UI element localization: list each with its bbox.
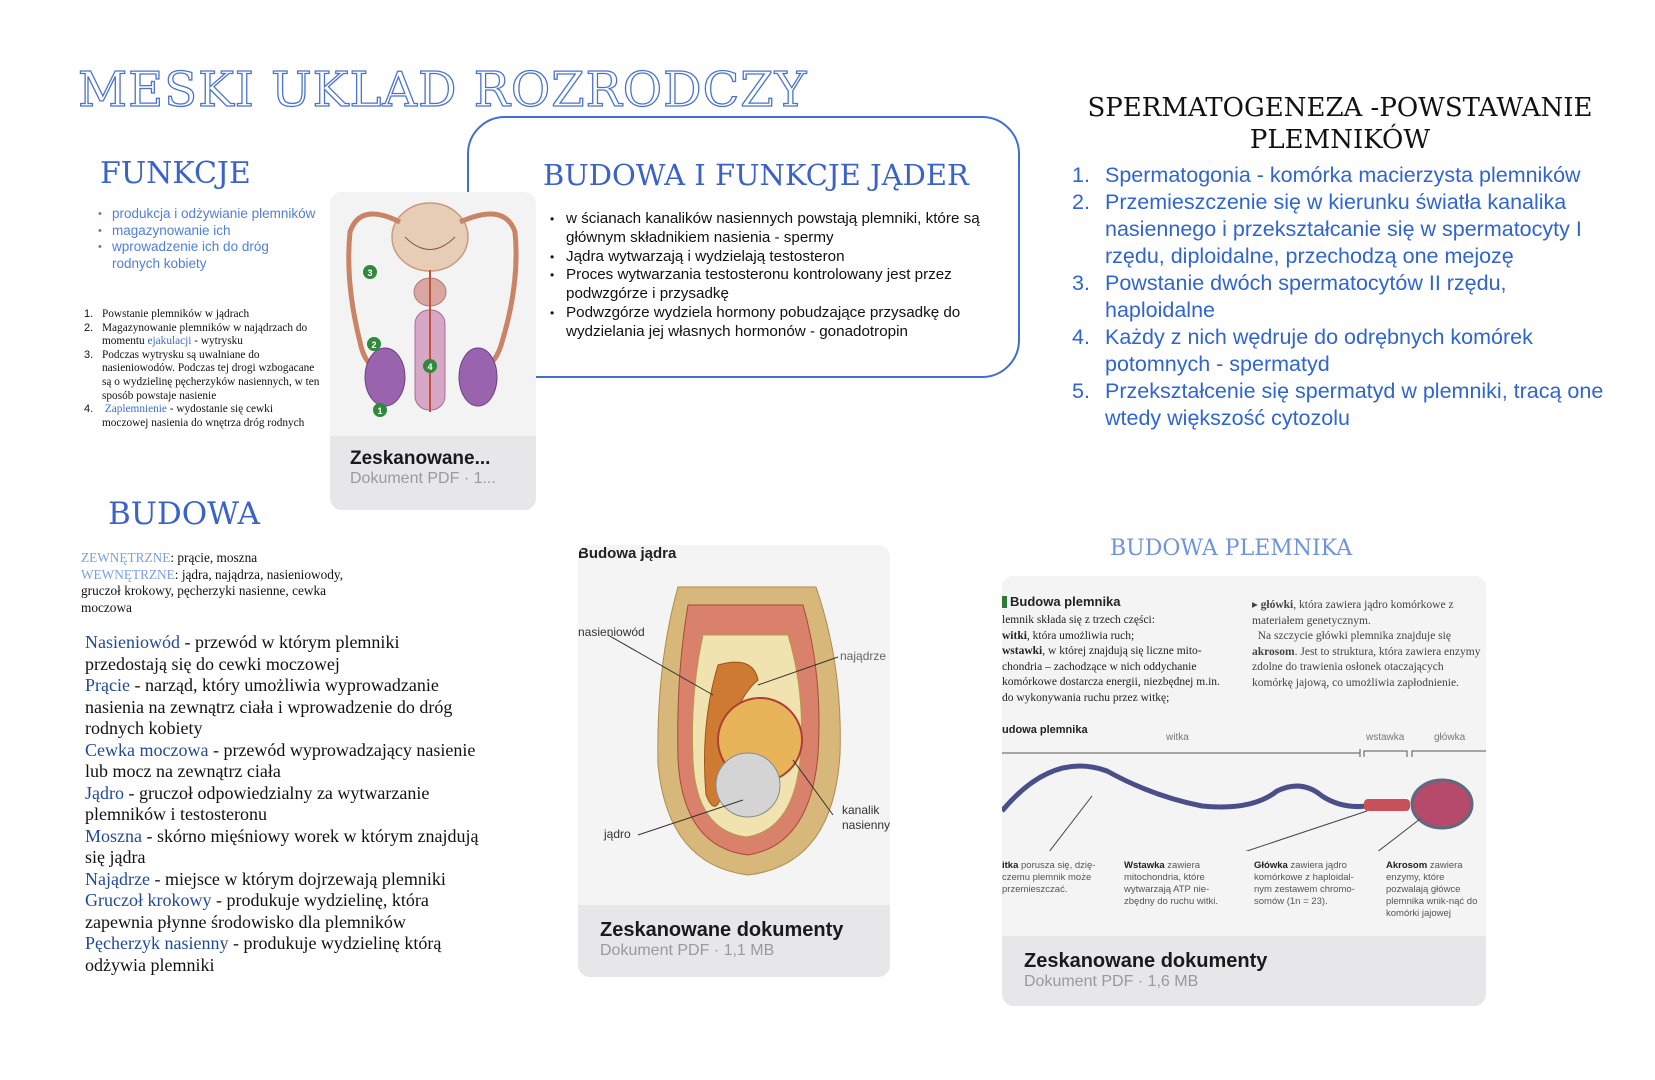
jadra-bullet: • w ścianach kanalików nasiennych powstają plemniki, które są głównym składnikiem nasienia - spermy [550, 210, 980, 248]
definition-item: Nasieniowód - przewód w którym plemniki przedostają się do cewki moczowej [85, 632, 400, 674]
funkcje-steps-list [82, 308, 322, 430]
male-anatomy-illustration [330, 192, 536, 436]
internal-label: WEWNĘTRZNE [81, 566, 175, 582]
jadra-bullet: • Jądra wytwarzają i wydzielają testosteron [550, 248, 980, 267]
funkcje-bullet: • produkcja i odżywianie plemników [98, 206, 318, 223]
svg-text:3: 3 [367, 268, 373, 278]
sperm-text-right: ▸ główki, która zawiera jądro komórkowe z materiałem genetycznym. Na szczycie główki plemnika znajduje się akrosom. Jest to struktura, która zawiera enzymy zdolne do trawienia osłonek otaczających komórkę jajową, co umożliwia zapłodnienie. [1252, 599, 1481, 689]
funkcje-step: 4. Zaplemnienie - wydostanie się cewki moczowej nasienia do wnętrza dróg rodnych [84, 403, 305, 429]
page-title: MESKI UKLAD ROZRODCZY [78, 62, 808, 118]
definition-item: Moszna - skórno mięśniowy worek w którym znajdują się jądra [85, 825, 479, 867]
sperm-diagram [1002, 741, 1486, 851]
caption-glowka: Główka zawiera jądro komórkowe z haploidal-nym zestawem chromo-somów (1n = 23). [1254, 860, 1355, 907]
definition-item: Pęcherzyk nasienny - produkuje wydzielinę którą odżywia plemniki [85, 933, 442, 975]
funkcje-heading: FUNKCJE [100, 156, 251, 191]
external-label: ZEWNĘTRZNE [81, 550, 171, 565]
label-najadrze: najądrze [840, 649, 887, 663]
pdf-meta: Dokument PDF · 1,1 MB [600, 942, 775, 959]
pdf-footer [578, 905, 890, 977]
pdf-footer [330, 436, 536, 510]
ejakulacja-term: ejakulacji [147, 335, 192, 348]
diagram-title: udowa plemnika [1002, 724, 1088, 736]
sperm-thumbnail [1002, 576, 1486, 936]
pdf-filename: Zeskanowane dokumenty [600, 919, 844, 941]
caption-akrosom: Akrosom zawiera enzymy, które pozwalają główce plemnika wnik-nąć do komórki jajowej [1386, 860, 1478, 919]
testis-illustration [578, 545, 890, 905]
label-nasieniowod: nasieniowód [578, 625, 645, 639]
jadra-bullet: • Podwzgórze wydziela hormony pobudzające przysadkę do wydzielania jej własnych hormonów - gonadotropin [550, 304, 980, 342]
segment-glowka: główka [1434, 732, 1466, 743]
green-marker [1002, 596, 1007, 608]
image-title: Budowa plemnika [1010, 594, 1121, 609]
svg-text:1: 1 [377, 406, 383, 416]
plemnik-heading: BUDOWA PLEMNIKA [1110, 536, 1353, 561]
budowa-heading: BUDOWA [108, 496, 260, 532]
spermatogeneza-step: 4. Każdy z nich wędruje do odrębnych komórek potomnych - spermatyd [1072, 325, 1533, 376]
pdf-attachment-testis[interactable] [578, 545, 890, 977]
spermatogeneza-steps [1072, 162, 1612, 432]
label-jadro: jądro [604, 827, 631, 841]
spermatogeneza-step: 1. Spermatogonia - komórka macierzysta plemników [1072, 163, 1581, 187]
label-kanalik: kanalik nasienny [842, 803, 890, 832]
image-title: Budowa jądra [578, 545, 677, 562]
anatomy-thumbnail [330, 192, 536, 436]
pdf-meta: Dokument PDF · 1,6 MB [1024, 973, 1199, 990]
definitions-list [85, 632, 485, 976]
testis-thumbnail [578, 545, 890, 905]
pdf-meta: Dokument PDF · 1... [350, 470, 496, 487]
definition-item: Najądrze - miejsce w którym dojrzewają plemniki [85, 868, 446, 889]
definition-item: Jądro - gruczoł odpowiedzialny za wytwarzanie plemników i testosteronu [85, 782, 430, 824]
pdf-footer [1002, 936, 1486, 1006]
budowa-parts: ZEWNĘTRZNE: prącie, moszna WEWNĘTRZNE: jądra, najądrza, nasieniowody, gruczoł krokowy, pęcherzyki nasienne, cewka moczowa [81, 550, 344, 615]
pdf-attachment-sperm[interactable] [1002, 576, 1486, 1006]
funkcje-bullet-list [98, 206, 318, 272]
spermatogeneza-heading: SPERMATOGENEZA -POWSTAWANIE PLEMNIKÓW [1087, 93, 1593, 155]
caption-wstawka: Wstawka zawiera mitochondria, które wytwarzają ATP nie-zbędny do ruchu witki. [1124, 860, 1218, 907]
caption-witka: itka porusza się, dzię-czemu plemnik może przemieszczać. [1002, 860, 1096, 895]
jadra-bullet-list [550, 210, 980, 342]
pdf-filename: Zeskanowane... [350, 448, 491, 469]
segment-wstawka: wstawka [1366, 732, 1405, 743]
sperm-text-left: lemnik składa się z trzech części: witki, która umożliwia ruch; wstawki, w której znajdują się liczne mito-chondria – zachodzące w nich oddychanie komórkowe dostarcza energii, niezbędnej m.in. do wykonywania ruchu przez witkę; [1002, 614, 1220, 704]
funkcje-bullet: • wprowadzenie ich do dróg rodnych kobiety [98, 239, 318, 272]
funkcje-bullet: • magazynowanie ich [98, 223, 318, 240]
funkcje-step: 3. Podczas wytrysku są uwalniane do nasieniowodów. Podczas tej drogi wzbogacane są o wydzielinę pęcherzyków nasiennych, w ten sposób powstaje nasienie [84, 348, 320, 402]
spermatogeneza-step: 5. Przekształcenie się spermatyd w plemniki, tracą one wtedy większość cytozolu [1072, 379, 1604, 430]
segment-witka: witka [1166, 732, 1189, 743]
pdf-filename: Zeskanowane dokumenty [1024, 950, 1268, 972]
funkcje-step: 1. Powstanie plemników w jądrach [84, 308, 250, 320]
zaplemnienie-term: Zaplemnienie [104, 403, 167, 416]
svg-text:2: 2 [371, 340, 377, 350]
svg-text:4: 4 [427, 362, 433, 372]
definition-item: Prącie - narząd, który umożliwia wyprowadzanie nasienia na zewnątrz ciała i wprowadzenie do dróg rodnych kobiety [85, 675, 453, 738]
jadra-heading: BUDOWA I FUNKCJE JĄDER [543, 158, 969, 192]
spermatogeneza-step: 2. Przemieszczenie się w kierunku światła kanalika nasiennego i przekształcanie się w spermatocyty I rzędu, diploidalne, przechodzą one mejozę [1072, 190, 1582, 268]
jadra-bullet: • Proces wytwarzania testosteronu kontrolowany jest przez podwzgórze i przysadkę [550, 266, 980, 304]
definition-item: Gruczoł krokowy - produkuje wydzielinę, która zapewnia płynne środowisko dla plemników [85, 890, 429, 932]
funkcje-step: 2. Magazynowanie plemników w najądrzach do momentu ejakulacji - wytrysku [84, 321, 308, 348]
definition-item: Cewka moczowa - przewód wyprowadzający nasienie lub mocz na zewnątrz ciała [85, 739, 476, 781]
spermatogeneza-step: 3. Powstanie dwóch spermatocytów II rzędu, haploidalne [1072, 271, 1507, 322]
pdf-attachment-anatomy[interactable] [330, 192, 536, 510]
